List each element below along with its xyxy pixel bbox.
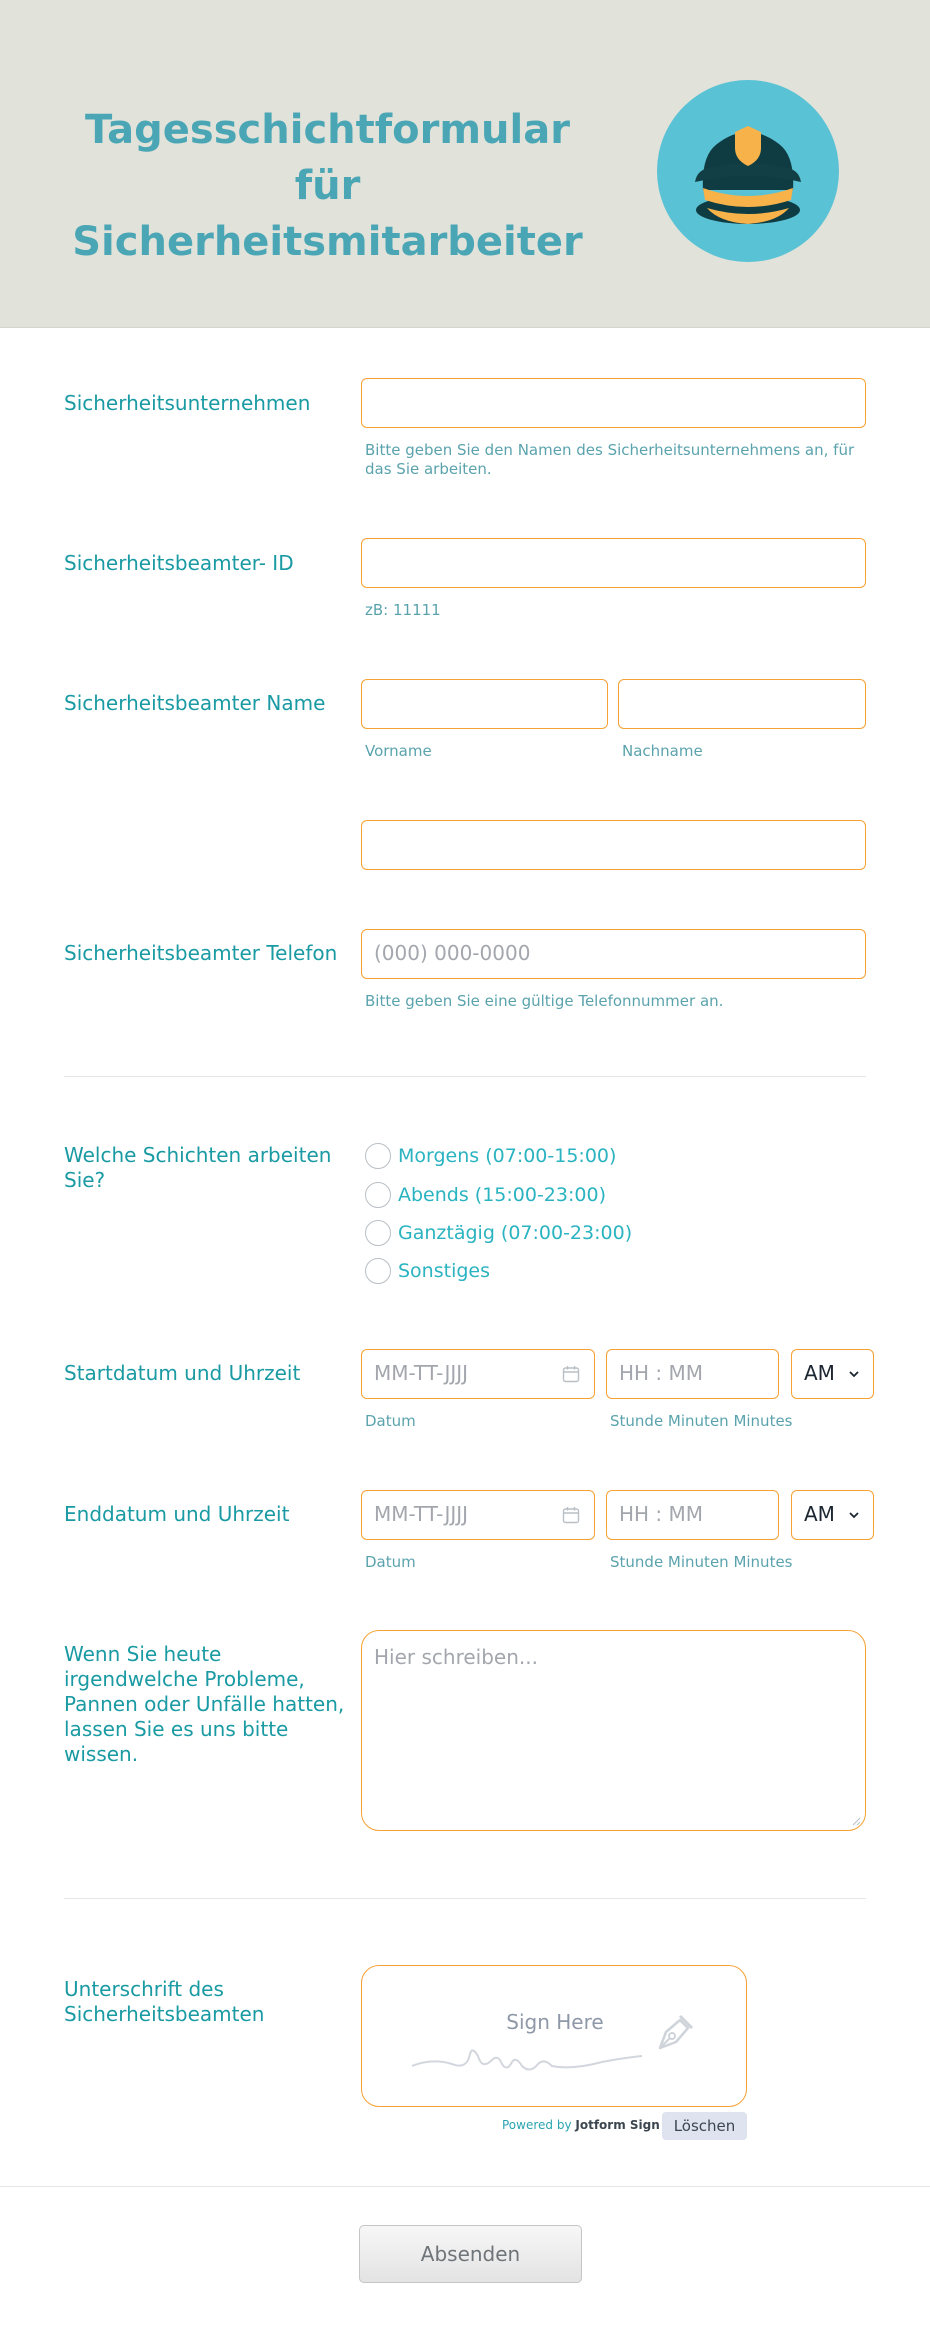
officer-id-input[interactable] [361,538,866,588]
first-name-input[interactable] [361,679,608,729]
start-date-sublabel: Datum [365,1412,416,1430]
end-datetime-label: Enddatum und Uhrzeit [64,1502,290,1526]
chevron-down-icon [847,1508,861,1522]
officer-name-label: Sicherheitsbeamter Name [64,691,326,715]
last-name-input[interactable] [618,679,866,729]
company-hint: Bitte geben Sie den Namen des Sicherheitsunternehmens an, für das Sie arbeiten. [365,441,855,478]
submit-button[interactable]: Absenden [359,2225,582,2283]
radio-label: Abends (15:00-23:00) [398,1184,606,1206]
resize-handle-icon[interactable] [851,1816,861,1826]
clear-signature-button[interactable]: Löschen [662,2112,747,2140]
problems-label: Wenn Sie heute irgendwelche Probleme, Pannen oder Unfälle hatten, lassen Sie es uns bitte wissen. [64,1642,345,1766]
phone-label: Sicherheitsbeamter Telefon [64,941,338,965]
police-cap-icon [657,80,839,262]
name-extra-input[interactable] [361,820,866,870]
section-divider [64,1898,866,1899]
officer-id-hint: zB: 11111 [365,601,441,619]
start-date-placeholder: MM-TT-JJJJ [374,1361,469,1385]
start-datetime-label: Startdatum und Uhrzeit [64,1361,301,1385]
radio-label: Sonstiges [398,1260,491,1282]
powered-by [502,2118,660,2132]
signature-pad[interactable] [361,1965,747,2107]
form-header [0,0,930,328]
pen-icon [652,2010,696,2054]
start-date-input[interactable] [361,1349,595,1399]
radio-button[interactable] [365,1182,391,1208]
start-ampm-value: AM [804,1361,835,1385]
end-time-sublabel: Stunde Minuten Minutes [610,1553,793,1571]
problems-placeholder: Hier schreiben... [374,1645,538,1669]
radio-label: Morgens (07:00-15:00) [398,1145,617,1167]
end-date-input[interactable] [361,1490,595,1540]
phone-input[interactable]: (000) 000-0000 [361,929,866,979]
end-time-input[interactable]: HH : MM [606,1490,779,1540]
signature-label: Unterschrift des Sicherheitsbeamten [64,1977,265,2026]
end-ampm-value: AM [804,1502,835,1526]
footer-divider [0,2186,930,2187]
radio-button[interactable] [365,1143,391,1169]
phone-hint: Bitte geben Sie eine gültige Telefonnummer an. [365,992,724,1010]
powered-by-brand[interactable]: Jotform Sign [575,2118,660,2132]
powered-by-text: Powered by [502,2118,572,2132]
last-name-sublabel: Nachname [622,742,703,760]
company-label: Sicherheitsunternehmen [64,391,311,415]
radio-label: Ganztägig (07:00-23:00) [398,1222,633,1244]
logo [657,80,839,262]
company-input[interactable] [361,378,866,428]
radio-button[interactable] [365,1220,391,1246]
form-title: Tagesschichtformular für Sicherheitsmitarbeiter [72,107,583,265]
shifts-label: Welche Schichten arbeiten Sie? [64,1143,332,1192]
officer-id-label: Sicherheitsbeamter- ID [64,551,294,575]
start-time-sublabel: Stunde Minuten Minutes [610,1412,793,1430]
end-date-sublabel: Datum [365,1553,416,1571]
end-ampm-select[interactable] [791,1490,874,1540]
calendar-icon[interactable] [562,1506,580,1524]
section-divider [64,1076,866,1077]
start-ampm-select[interactable] [791,1349,874,1399]
sign-here-text: Sign Here [506,2010,604,2034]
calendar-icon[interactable] [562,1365,580,1383]
problems-textarea[interactable] [361,1630,866,1831]
end-date-placeholder: MM-TT-JJJJ [374,1502,469,1526]
first-name-sublabel: Vorname [365,742,432,760]
chevron-down-icon [847,1367,861,1381]
start-time-input[interactable]: HH : MM [606,1349,779,1399]
radio-button[interactable] [365,1258,391,1284]
